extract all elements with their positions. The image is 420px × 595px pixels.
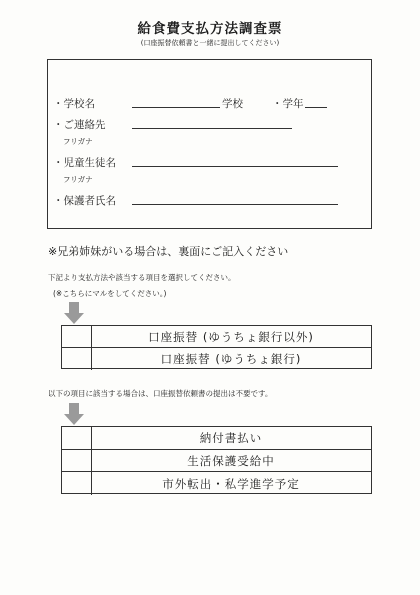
payment-option-label: 口座振替 (ゆうちょ銀行以外) (148, 329, 314, 344)
guardian-name-label: ・保護者氏名 (53, 195, 116, 207)
exempt-option-check-cell[interactable] (62, 472, 92, 495)
payment-option-row[interactable] (62, 347, 371, 370)
payment-options-table (61, 325, 372, 369)
page-title: 給食費支払方法調査票 (137, 21, 283, 37)
exempt-note: 以下の項目に該当する場合は、口座振替依頼書の提出は不要です。 (48, 389, 273, 398)
payment-option-check-cell[interactable] (62, 348, 92, 370)
payment-option-label: 口座振替 (ゆうちょ銀行) (160, 352, 302, 366)
exempt-option-label: 納付書払い (199, 431, 263, 445)
exempt-options-table (61, 426, 372, 494)
grade-label: ・学年 (272, 98, 304, 110)
student-name-label: ・児童生徒名 (53, 157, 116, 169)
sibling-note: ※兄弟姉妹がいる場合は、裏面にご記入ください (48, 245, 289, 258)
exempt-option-row[interactable] (62, 427, 371, 449)
exempt-option-check-cell[interactable] (62, 450, 92, 472)
exempt-option-row[interactable] (62, 471, 371, 495)
contact-field[interactable] (132, 128, 292, 129)
exempt-option-label: 市外転出・私学進学予定 (162, 476, 300, 491)
student-furigana: フリガナ (63, 175, 93, 184)
page-subtitle: (口座振替依頼書と一緒に提出してください) (140, 39, 280, 47)
instruction-line-1: 下記より支払方法や該当する項目を選択してください。 (48, 273, 236, 282)
school-name-field[interactable] (132, 107, 220, 108)
down-arrow-icon (64, 302, 84, 324)
payment-option-check-cell[interactable] (62, 326, 92, 347)
student-name-field[interactable] (132, 166, 338, 167)
grade-field[interactable] (305, 107, 327, 108)
school-name-label: ・学校名 (53, 98, 95, 110)
down-arrow-icon (64, 403, 84, 425)
contact-label: ・ご連絡先 (53, 119, 106, 131)
school-suffix: 学校 (222, 98, 243, 110)
exempt-option-check-cell[interactable] (62, 427, 92, 449)
exempt-option-label: 生活保護受給中 (187, 454, 275, 468)
payment-option-row[interactable] (62, 326, 371, 347)
instruction-line-2: (※こちらにマルをしてください。) (53, 289, 167, 298)
guardian-name-field[interactable] (132, 204, 338, 205)
exempt-option-row[interactable] (62, 449, 371, 472)
contact-furigana: フリガナ (63, 137, 93, 146)
